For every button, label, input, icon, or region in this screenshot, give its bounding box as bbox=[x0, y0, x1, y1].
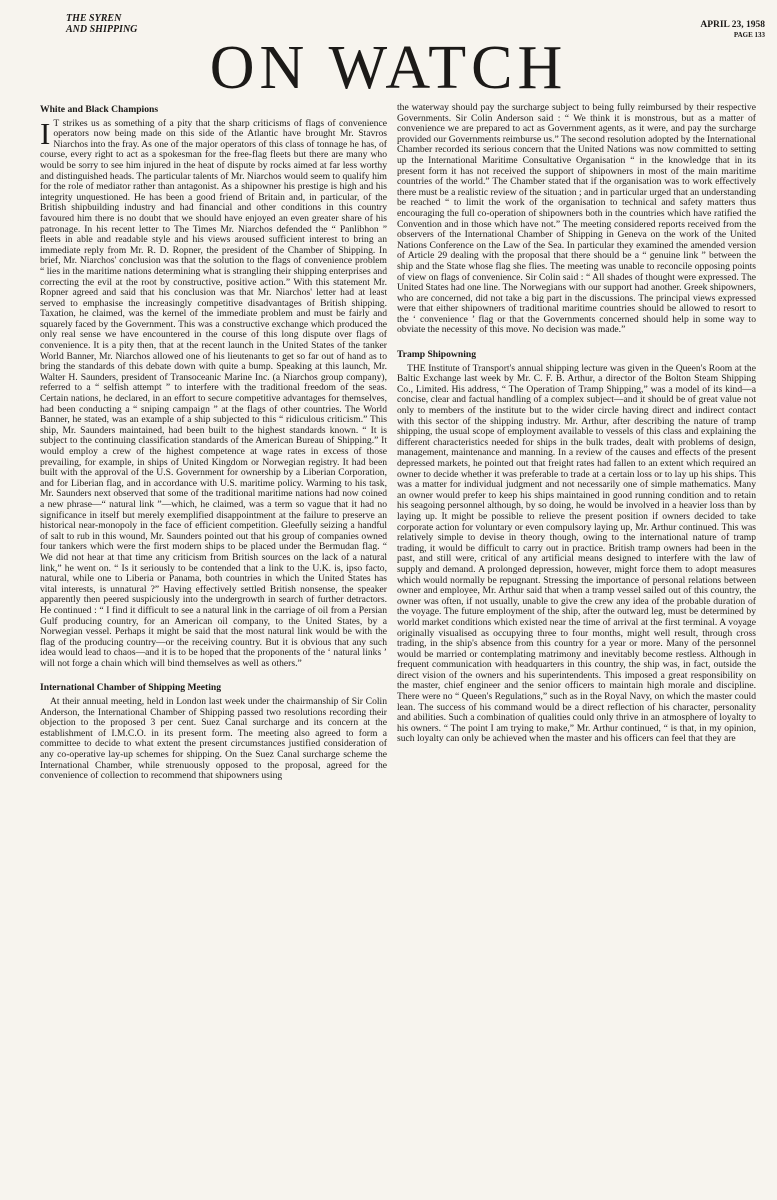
chamber-paragraph-part2: the waterway should pay the surcharge subject to being fully reimbursed by their respective Governments. Sir Colin Anderson said : “ We think it is monstrous, but as a matter of convenience we are prepared to act as Government agents, as it were, and pay the surcharge provided our Governments reimburse us.” The second resolution adopted by the International Chamber recorded its serious concern that the United Nations was now committed to setting up the International Maritime Consultative Organisation “ in the knowledge that in its present form it has not received the support of shipowners in most of the main maritime countries of the world.” The Chamber stated that if the organisation was to work effectively there must be a realistic review of the situation ; and in particular urged that an understanding be reached “ to limit the work of the organisation to technical and safety matters thus encouraging the full co-operation of shipowners both in the countries which have ratified the Convention and in those which have not.” The meeting considered reports received from the observers of the International Chamber of Shipping in Geneva on the work of the United Nations Conference on the Law of the Sea. In particular they examined the amended version of Article 29 dealing with the proposal that there should be a “ genuine link ” between the ship and the State whose flag she flies. The meeting was unable to reconcile opposing points of view on flags of convenience. Sir Colin said : “ All shades of thought were expressed. The United States had one line. The Norwegians with our support had another. Greek shipowners, who are concerned, did not take a big part in the discussions. The principal views expressed were that either shipowners of traditional maritime countries should be allowed to resort to the ‘ convenience ’ flag or that the Governments concerned should help in some way to obviate the necessity of this move. No decision was made.” bbox=[397, 103, 756, 336]
page-number: PAGE 133 bbox=[733, 31, 765, 39]
publication-line-2: AND SHIPPING bbox=[66, 24, 138, 35]
right-column bbox=[397, 103, 756, 1200]
drop-cap: I bbox=[40, 115, 51, 151]
chamber-paragraph-part1: At their annual meeting, held in London last week under the chairmanship of Sir Colin Anderson, the International Chamber of Shipping passed two resolutions recording their objection to the proposed 3 per cent. Suez Canal surcharge and its concern at the establishment of I.M.C.O. in its present form. The meeting also agreed to form a committee to decide to what extent the present circumstances justified consideration of any co-operative lay-up schemes for shipping. On the Suez Canal surcharge scheme the International Chamber, while strenuously opposed to the proposal, agreed for the convenience of collection to recommend that shipowners using bbox=[40, 696, 387, 782]
section-heading-champions: White and Black Champions bbox=[40, 105, 159, 115]
champions-paragraph bbox=[40, 115, 387, 670]
issue-date: APRIL 23, 1958 bbox=[700, 20, 765, 30]
publication-name bbox=[66, 13, 137, 35]
champions-text: T strikes us as something of a pity that the sharp criticisms of flags of convenience operators now being made on this side of the Atlantic have brought Mr. Stavros Niarchos into the fray. As one of the major operators of this class of tonnage he has, of course, every right to act as a spokesman for the free-flag fleets but there are many who would be sorry to see him injured in the heat of dispute by rocks aimed at far less worthy and distinguished heads. The particular talents of Mr. Niarchos would seem to qualify him for the role of mediator rather than antagonist. As a shipowner his prestige is high and his integrity unquestioned. He has been a good friend of Britain and, in particular, of the British shipbuilding industry and had financial and other conditions in this country favoured him there is no doubt that we should have enjoyed an even greater share of his patronage. In his recent letter to The Times Mr. Niarchos defended the “ Panlibhon ” fleets in able and readable style and his views aroused sufficient interest to bring an immediate reply from Mr. R. D. Ropner, the president of the Chamber of Shipping. In brief, Mr. Niarchos' conclusion was that the solution to the flags of convenience problem “ lies in the maritime nations determining what is strangling their shipping enterprises and correcting the evil at the root by constructive, positive action.” With this statement Mr. Ropner agreed and said that his conclusion was that Mr. Niarchos' letter had at least served to emphasise the increasingly competitive disadvantages of British shipping. Taxation, he claimed, was the kernel of the immediate problem and must be fairly and squarely faced by the Government. This was a constructive exchange which produced the only real sense we have encountered in the course of this long dispute over flags of convenience. It is a pity then, that at the recent launch in the United States of the tanker World Banner, Mr. Niarchos allowed one of his lieutenants to get so far out of hand as to bring the standards of this debate down with quite a bump. Speaking at this launch, Mr. Walter H. Saunders, president of Transoceanic Marine Inc. (a Niarchos group company), referred to a “ selfish attempt ” to interfere with the traditional freedom of the seas. Certain nations, he declared, in an effort to secure competitive advantages for themselves, had been conducting a “ sniping campaign ” at the flags of other countries. The World Banner, he stated, was an example of a ship subjected to this “ ridiculous criticism.” This ship, Mr. Saunders maintained, had been built to the highest standards known. “ It is subject to the continuing classification standards of the American Bureau of Shipping.” It would employ a crew of the highest competence at wage rates in excess of those prevailing, for example, in ships of United Kingdom or Norwegian registry. It had been built with the approval of the U.S. Government for ownership by a Liberian Corporation, and for Liberian flag, and in accordance with U.S. maritime policy. Warming to his task, Mr. Saunders next observed that some of the traditional maritime nations had now coined a new phrase—“ natural link ”—which, he claimed, was a term so vague that it had no significance in itself but merely exemplified disappointment at the failure to preserve an historical near-monopoly in the face of efficient competition. Gleefully seizing a handful of salt to rub in this wound, Mr. Saunders pointed out that his group of companies owned four tankers which were the first modern ships to be placed under the Bermudan flag. “ We did not hear at that time any criticism from British sources on the lack of a natural link,” he went on. “ Is it seriously to be contended that a link to the U.K. is, ipso facto, natural, while one to Liberia or Panama, both countries in which the United States has vital interests, is unnatural ?” Having effectively settled British nonsense, the speaker apparently then peered suspiciously into the undergrowth in search of further detractors. He continued : “ I find it difficult to see a natural link in the carriage of oil from a Persian Gulf producing country, for an American oil company, to the United States, by a Norwegian vessel. Perhaps it might be said that the most natural link would be with the flag of the producing country—or the receiving country. But it is obvious that any such idea would lead to chaos—and it is to be hoped that the proponents of the ‘ natural links ’ will not forge a chain which will bind themselves as well as others.” bbox=[40, 117, 387, 669]
page-title: ON WATCH bbox=[209, 34, 568, 102]
section-heading-tramp: Tramp Shipowning bbox=[397, 349, 476, 361]
publication-line-1: THE SYREN bbox=[66, 13, 122, 24]
section-spacer bbox=[397, 336, 756, 350]
section-spacer bbox=[40, 669, 387, 683]
left-column bbox=[40, 105, 387, 1200]
section-heading-chamber: International Chamber of Shipping Meeting bbox=[40, 682, 222, 694]
tramp-paragraph: THE Institute of Transport's annual shipping lecture was given in the Queen's Room at the Baltic Exchange last week by Mr. C. F. B. Arthur, a director of the Bolton Steam Shipping Co., Limited. His address, “ The Operation of Tramp Shipping,” was a model of its kind—a concise, clear and factual handling of a complex subject—and it should be of great value not only to members of the institute but to the wider circle having direct and indirect contact with this sector of the shipping industry. Mr. Arthur, after describing the nature of tramp shipping, the usual scope of employment available to vessels of this class and explaining the different characteristics needed for ships in the bulk trades, dealt with problems of design, management, maintenance and manning. In a review of the causes and effects of the present depressed markets, he pointed out that freight rates had fallen to an extent which required an owner to decide whether it was preferable to trade at a certain loss or to lay up his ships. This was a matter for individual judgment and not necessarily one of simple mathematics. Many an owner would prefer to keep his ships maintained in good running condition and to retain his seagoing personnel although, by so doing, he would be involved in a heavier loss than by laying up. It might be possible to relieve the present position if owners decided to take corporate action for voluntary or even compulsory laying up, Mr. Arthur continued. This was relatively simple to devise in theory though, owing to the international nature of tramp trading, it would be difficult to carry out in practice. British tramp owners had been in the past, and still were, critical of any artificial means designed to interfere with the law of supply and demand. A prolonged depression, however, might force them to adopt measures which would normally be repugnant. Stressing the importance of personal relations between owner and employee, Mr. Arthur said that when a tramp vessel sailed out of this country, the owner was often, if not usually, unable to give the crew any idea of the probable duration of the voyage. The future employment of the ship, after the outward leg, must be determined by world market conditions which existed near the time of arrival at the first terminal. A voyage originally visualised as occupying three to four months, might well result, through cross trading, in the ship's absence from this country for a year or more. Many of the personnel would be married or contemplating matrimony and inevitably become restless. Although in frequent communication with headquarters in this country, the ship was, in fact, outside the direct vision of the owners and his superintendents. This imposed a great responsibility on the master, chief engineer and the senior officers to maintain high morale and discipline. There were no “ Queen's Regulations,” such as in the Royal Navy, on which the master could lean. The success of his command would be a direct reflection of his character, personality and abilities. Such a combination of qualities could only thrive in an atmosphere of loyalty to his owners. “ The point I am trying to make,” Mr. Arthur continued, “ is that, in my opinion, such loyalty can only be achieved when the master and his officers can feel that they are bbox=[397, 362, 756, 745]
